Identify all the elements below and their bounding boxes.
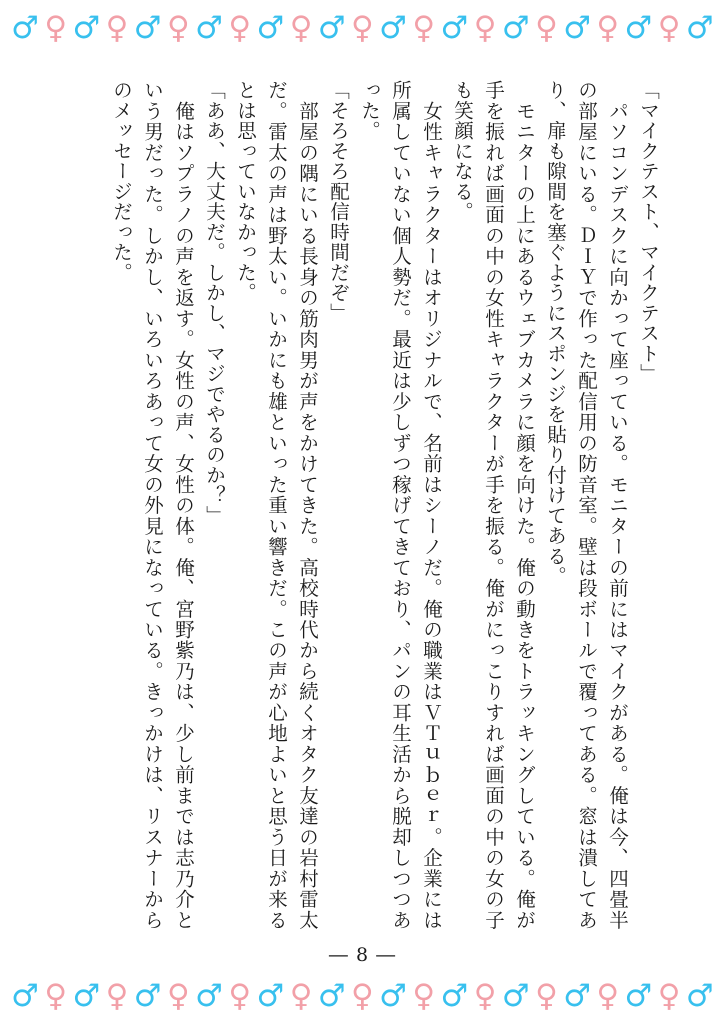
female-symbol-icon: ♀ (289, 9, 313, 46)
female-symbol-icon: ♀ (535, 977, 558, 1014)
male-symbol-icon: ♂ (624, 977, 653, 1014)
male-symbol-icon: ♂ (195, 977, 223, 1014)
female-symbol-icon: ♀ (351, 9, 374, 46)
male-symbol-icon: ♂ (72, 9, 101, 46)
male-symbol-icon: ♂ (501, 977, 530, 1014)
female-symbol-icon: ♀ (105, 977, 129, 1014)
male-symbol-icon: ♂ (685, 977, 714, 1014)
male-symbol-icon: ♂ (133, 9, 162, 46)
top-decorative-border (10, 8, 715, 48)
narration-paragraph: 俺はソプラノの声を返す。女性の声、女性の体。俺、宮野紫乃は、少し前までは志乃介という男だった。しかし、いろいろあって女の外見になっている。きっかけは、リスナーからのメッセージだった。 (110, 80, 195, 930)
male-symbol-icon: ♂ (440, 977, 469, 1014)
female-symbol-icon: ♀ (412, 9, 436, 46)
page-number: ― 8 ― (328, 944, 397, 966)
vertical-text-body (74, 80, 664, 930)
female-symbol-icon: ♀ (167, 9, 190, 46)
male-symbol-icon: ♂ (256, 9, 285, 46)
dialogue-line: 「ああ、大丈夫だ。しかし、マジでやるのか？」 (203, 80, 226, 526)
male-symbol-icon: ♂ (195, 9, 223, 46)
male-symbol-icon: ♂ (563, 977, 591, 1014)
female-symbol-icon: ♀ (228, 9, 252, 46)
male-symbol-icon: ♂ (72, 977, 101, 1014)
female-symbol-icon: ♀ (596, 977, 620, 1014)
female-symbol-icon: ♀ (657, 9, 681, 46)
female-symbol-icon: ♀ (412, 977, 436, 1014)
bottom-decorative-border (10, 976, 715, 1016)
male-symbol-icon: ♂ (379, 977, 407, 1014)
female-symbol-icon: ♀ (44, 9, 68, 46)
male-symbol-icon: ♂ (256, 977, 285, 1014)
male-symbol-icon: ♂ (317, 9, 346, 46)
narration-paragraph: 女性キャラクターはオリジナルで、名前はシーノだ。俺の職業はＶＴｕｂｅｒ。企業には所属していない個人勢だ。最近は少しずつ稼げてきており、パンの耳生活から脱却しつつあった。 (358, 80, 443, 931)
male-symbol-icon: ♂ (685, 9, 714, 46)
female-symbol-icon: ♀ (473, 977, 497, 1014)
female-symbol-icon: ♀ (535, 9, 558, 46)
male-symbol-icon: ♂ (133, 977, 162, 1014)
dialogue-line: 「マイクテスト、マイクテスト」 (637, 80, 660, 384)
female-symbol-icon: ♀ (44, 977, 68, 1014)
female-symbol-icon: ♀ (167, 977, 190, 1014)
male-symbol-icon: ♂ (11, 9, 39, 46)
female-symbol-icon: ♀ (473, 9, 497, 46)
female-symbol-icon: ♀ (289, 977, 313, 1014)
female-symbol-icon: ♀ (105, 9, 129, 46)
male-symbol-icon: ♂ (501, 9, 530, 46)
dialogue-line: 「そろそろ配信時間だぞ」 (327, 80, 350, 323)
narration-paragraph: モニターの上にあるウェブカメラに顔を向けた。俺の動きをトラッキングしている。俺が手を振れば画面の中の女性キャラクターが手を振る。俺がにっこりすれば画面の中の女の子も笑顔になる。 (451, 80, 536, 931)
female-symbol-icon: ♀ (596, 9, 620, 46)
male-symbol-icon: ♂ (440, 9, 469, 46)
male-symbol-icon: ♂ (379, 9, 407, 46)
female-symbol-icon: ♀ (228, 977, 252, 1014)
narration-paragraph: 部屋の隅にいる長身の筋肉男が声をかけてきた。高校時代から続くオタク友達の岩村雷太だ。雷太の声は野太い。いかにも雄といった重い響きだ。この声が心地よいと思う日が来るとは思っていなかった。 (234, 80, 319, 931)
male-symbol-icon: ♂ (624, 9, 653, 46)
male-symbol-icon: ♂ (317, 977, 346, 1014)
male-symbol-icon: ♂ (11, 977, 39, 1014)
male-symbol-icon: ♂ (563, 9, 591, 46)
female-symbol-icon: ♀ (657, 977, 681, 1014)
female-symbol-icon: ♀ (351, 977, 374, 1014)
narration-paragraph: パソコンデスクに向かって座っている。モニターの前にはマイクがある。俺は今、四畳半の部屋にいる。ＤＩＹで作った配信用の防音室。壁は段ボールで覆ってある。窓は潰してあり、扉も隙間を塞ぐようにスポンジを貼り付けてある。 (544, 80, 629, 931)
